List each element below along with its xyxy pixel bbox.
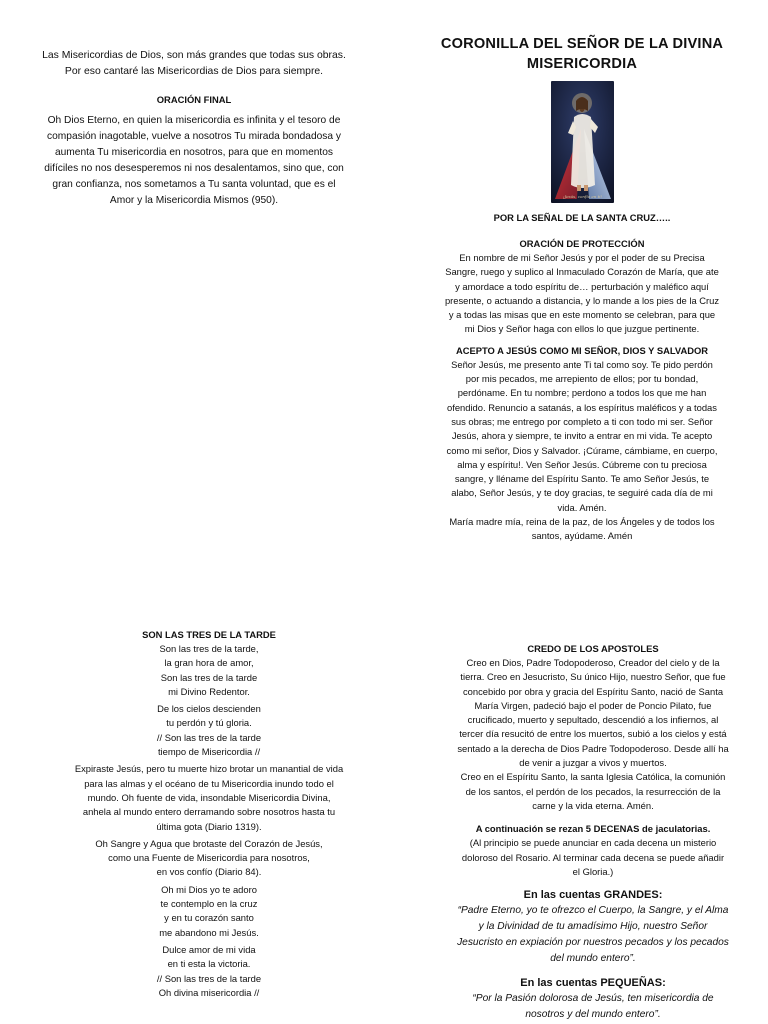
title-line: CORONILLA DEL SEÑOR DE LA DIVINA: [440, 36, 724, 52]
creed-line: carne y la vida eterna. Amén.: [532, 799, 654, 811]
prayer-line: mi Dios y Señor haga con ellos lo que juzgue pertinente.: [464, 323, 700, 335]
final-prayer-text: [22, 113, 366, 210]
hymn-line: y en tu corazón santo: [164, 912, 254, 924]
apostles-creed: [425, 656, 761, 813]
hymn-line: anhela al mundo entero derramando sobre nosotros hasta tu: [82, 806, 336, 818]
creed-line: de los santos, el perdón de los pecados, la resurrección de la: [465, 785, 721, 797]
prayer-line: del mundo entero”.: [550, 953, 636, 965]
hymn-line: como una Fuente de Misericordia para nosotros,: [108, 852, 310, 864]
prayer-line: gran confianza, nos sometamos a Tu santa voluntad, que es el: [52, 179, 336, 191]
hymn-line: // Son las tres de la tarde: [156, 731, 262, 743]
divine-mercy-illustration: [551, 81, 614, 203]
hymn-line: Son las tres de la tarde: [160, 671, 258, 683]
prayer-line: alma y espíritu!. Ven Señor Jesús. Cúbreme con tu preciosa: [457, 458, 707, 470]
prayer-line: aumenta Tu misericordia en nosotros, para que en momentos: [54, 147, 334, 159]
hymn-line: me abandono mi Jesús.: [159, 926, 259, 938]
divine-mercy-image: [551, 81, 614, 203]
prayer-line: Señor Jesús, me presento ante Ti tal como soy. Te pido perdón: [451, 358, 713, 370]
big-beads-heading: En las cuentas GRANDES:: [523, 889, 663, 902]
prayer-line: Sangre, ruego y suplico al Inmaculado Corazón de María, que ate: [445, 266, 719, 278]
creed-and-decades-section: [425, 642, 761, 1023]
page-title: [410, 34, 754, 74]
hymn-line: mundo. Oh fuente de vida, insondable Misericordia Divina,: [87, 791, 331, 803]
hymn-line: tiempo de Misericordia //: [157, 746, 261, 758]
prayer-line: difíciles no nos desesperemos ni nos desalentamos, sino que, con: [44, 163, 344, 175]
hymn-line: la gran hora de amor,: [164, 657, 254, 669]
hymn-line: Dulce amor de mi vida: [162, 943, 256, 955]
protection-prayer: [410, 251, 754, 337]
hymn-line: te contemplo en la cruz: [160, 898, 258, 910]
prayer-line: y a todas las misas que en este momento se celebran, para que: [448, 309, 716, 321]
big-beads-prayer: [425, 903, 761, 967]
accept-jesus-prayer: [410, 358, 754, 544]
intro-text: [22, 48, 366, 80]
prayer-line: y la Divinidad de tu amadísimo Hijo, nuestro Señor: [478, 921, 708, 933]
decades-instructions: [425, 836, 761, 879]
hymn-line: Son las tres de la tarde,: [159, 643, 259, 654]
creed-line: María Virgen, padeció bajo el poder de Poncio Pilato, fue: [474, 699, 712, 711]
prayer-line: santos, ayúdame. Amén: [531, 530, 633, 542]
sign-of-cross: POR LA SEÑAL DE LA SANTA CRUZ…..: [493, 212, 671, 223]
chaplet-cover-section: [410, 34, 754, 544]
prayer-line: Jesucristo en expiación por nuestros pecados y los pecados: [457, 937, 729, 949]
image-caption: ¡Jesús, confío en ti!: [562, 194, 602, 199]
prayer-line: compasión inagotable, vuelve a nosotros Tu mirada bondadosa y: [47, 131, 341, 143]
hymn-line: tu perdón y tú gloria.: [166, 717, 252, 729]
prayer-line: perdóname. En tu nombre; perdono a todos los que me han: [457, 387, 707, 399]
instruction-line: el Gloria.): [572, 865, 614, 877]
instruction-line: (Al principio se puede anunciar en cada decena un misterio: [469, 837, 717, 849]
prayer-line: y amordace a todo espíritu de… perturbación y maléfico aquí: [455, 280, 709, 292]
small-beads-prayer: [425, 991, 761, 1023]
prayer-line: María madre mía, reina de la paz, de los Ángeles y de todos los: [449, 516, 715, 528]
hymn-line: última gota (Diario 1319).: [156, 820, 262, 832]
prayer-line: sangre, y lléname del Espíritu Santo. Te amo Señor Jesús, te: [454, 473, 710, 485]
creed-line: crucificado, muerto y sepultado, descendió a los infiernos, al: [467, 714, 719, 726]
creed-heading: CREDO DE LOS APOSTOLES: [527, 643, 659, 654]
prayer-line: como mi señor, Dios y Salvador. ¡Cúrame, cámbiame, en cuerpo,: [446, 444, 718, 456]
prayer-line: “Padre Eterno, yo te ofrezco el Cuerpo, la Sangre, y el Alma: [457, 905, 729, 917]
hymn-line: para las almas y el océano de tu Misericordia inundo todo el: [84, 777, 334, 789]
instruction-line: doloroso del Rosario. Al terminar cada decena se puede añadir: [461, 851, 725, 863]
prayer-line: “Por la Pasión dolorosa de Jesús, ten misericordia de: [472, 993, 714, 1005]
hymn-line: Oh mi Dios yo te adoro: [161, 883, 257, 895]
prayer-line: Amor y la Misericordia Mismos (950).: [109, 195, 279, 207]
creed-line: Creo en Dios, Padre Todopoderoso, Creador del cielo y de la: [466, 657, 720, 668]
hymn-line: Oh Sangre y Agua que brotaste del Corazón de Jesús,: [95, 837, 323, 849]
accept-jesus-heading: ACEPTO A JESÚS COMO MI SEÑOR, DIOS Y SALVADOR: [455, 344, 709, 356]
three-oclock-heading: SON LAS TRES DE LA TARDE: [142, 629, 276, 640]
three-oclock-hymn: [50, 642, 368, 1000]
small-beads-heading: En las cuentas PEQUEÑAS:: [520, 977, 666, 990]
three-oclock-section: [50, 628, 368, 1000]
hymn-line: Expiraste Jesús, pero tu muerte hizo brotar un manantial de vida: [74, 763, 344, 775]
hymn-line: en vos confío (Diario 84).: [156, 866, 262, 878]
title-line: MISERICORDIA: [526, 56, 638, 72]
prayer-line: Oh Dios Eterno, en quien la misericordia es infinita y el tesoro de: [47, 115, 341, 126]
prayer-line: En nombre de mi Señor Jesús y por el poder de su Precisa: [459, 252, 705, 263]
hymn-line: en ti esta la victoria.: [167, 958, 251, 970]
decades-heading: A continuación se rezan 5 DECENAS de jaculatorias.: [475, 823, 711, 835]
intro-line: Las Misericordias de Dios, son más grandes que todas sus obras.: [42, 50, 346, 61]
prayer-line: vida. Amén.: [557, 501, 607, 513]
creed-line: tercer día resucitó de entre los muertos, subió a los cielos y está: [459, 728, 727, 740]
creed-line: tierra. Creo en Jesucristo, Su único Hijo, nuestro Señor, que fue: [460, 671, 726, 683]
protection-heading: ORACIÓN DE PROTECCIÓN: [519, 238, 645, 249]
prayer-line: alabo, Señor Jesús, y te doy gracias, te seguiré cada día de mi: [451, 487, 713, 499]
creed-line: sentado a la derecha de Dios Padre Todopoderoso. Desde allí ha: [457, 742, 729, 754]
prayer-line: sus obras; me entrego por completo a ti con todo mi ser. Señor: [451, 415, 713, 427]
prayer-line: Jesús, ahora y siempre, te invito a entrar en mi vida. Te acepto: [451, 430, 713, 442]
creed-line: de venir a juzgar a vivos y muertos.: [519, 757, 667, 769]
prayer-line: presente, o actuando a distancia, y lo mande a los pies de la Cruz: [444, 294, 720, 306]
hymn-line: Oh divina misericordia //: [158, 986, 260, 998]
hymn-line: De los cielos descienden: [157, 703, 261, 715]
intro-line: Por eso cantaré las Misericordias de Dios para siempre.: [64, 66, 324, 77]
hymn-line: // Son las tres de la tarde: [156, 972, 262, 984]
prayer-line: por mis pecados, me arrepiento de ellos; por tu bondad,: [465, 373, 699, 385]
creed-line: Creo en el Espíritu Santo, la santa Iglesia Católica, la comunión: [460, 771, 726, 783]
prayer-line: nosotros y del mundo entero”.: [525, 1009, 661, 1021]
creed-line: concebido por obra y gracia del Espíritu Santo, nació de Santa: [462, 685, 724, 697]
hymn-line: mi Divino Redentor.: [168, 685, 250, 697]
final-prayer-section: [22, 48, 366, 210]
prayer-line: ofendido. Renuncio a satanás, a los espíritus maléficos y a todas: [447, 401, 717, 413]
final-prayer-heading: ORACIÓN FINAL: [156, 94, 232, 105]
